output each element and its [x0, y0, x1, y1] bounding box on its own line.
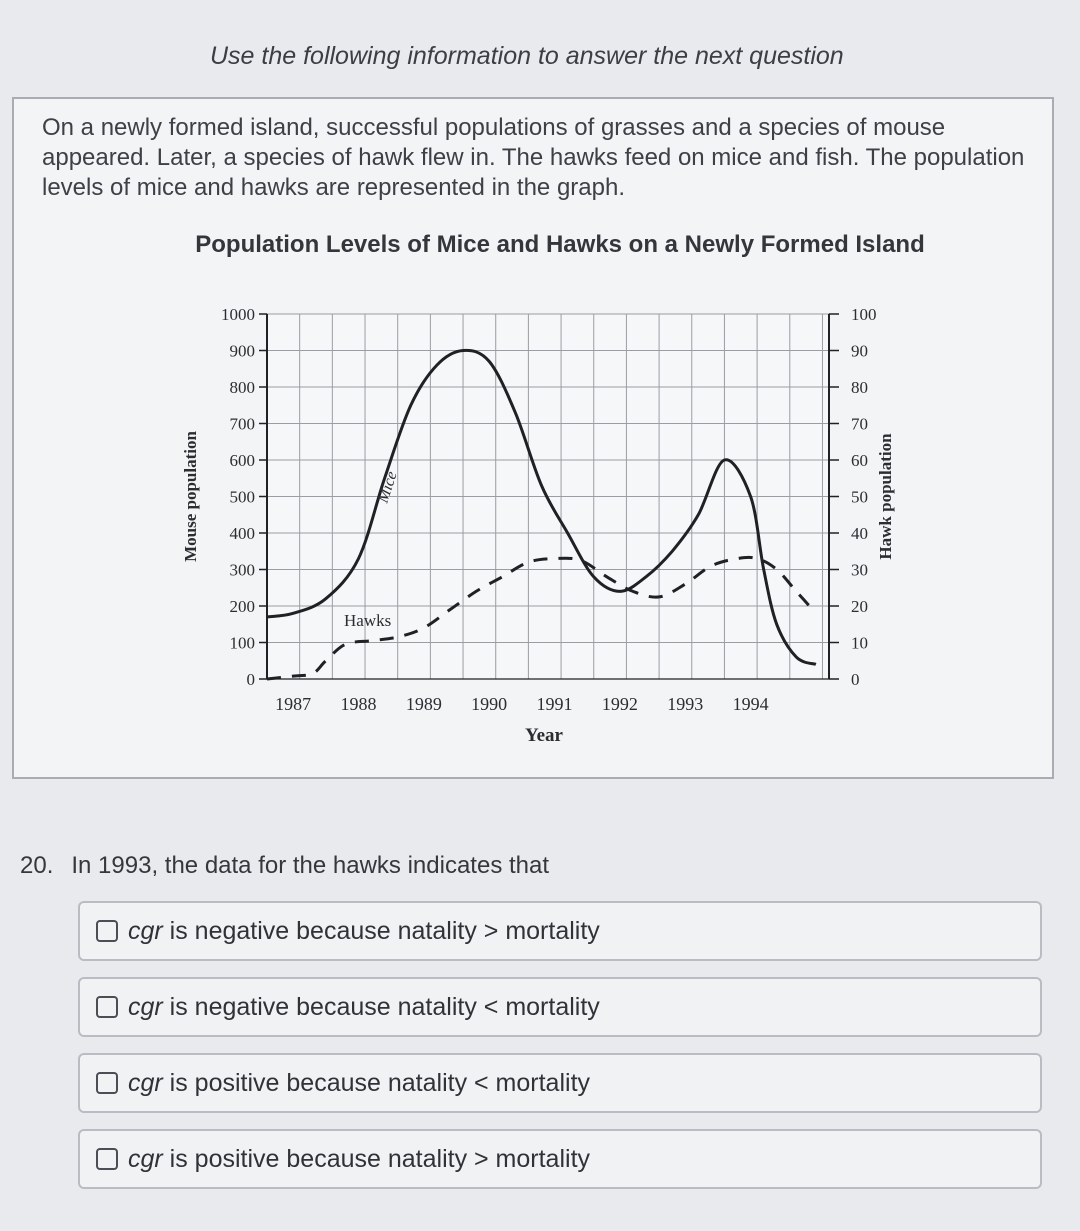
left-tick-label: 600: [229, 451, 255, 470]
left-tick-label: 200: [229, 597, 255, 616]
right-tick-label: 50: [851, 487, 868, 507]
option-label: cgr is negative because natality > mortality: [128, 916, 600, 945]
instruction-text: Use the following information to answer the next question: [210, 42, 844, 70]
question-text: In 1993, the data for the hawks indicates that: [71, 852, 550, 879]
right-tick-label: 90: [851, 341, 868, 361]
right-tick-label: 20: [851, 597, 868, 616]
radio-button[interactable]: [96, 1148, 118, 1170]
info-paragraph: On a newly formed island, successful populations of grasses and a species of mouse appeared. Later, a species of hawk flew in. The hawks feed on mice and fish. The population levels of mice and hawks are represented in the graph.: [42, 114, 1025, 201]
left-tick-label: 700: [229, 414, 255, 434]
left-tick-label: 400: [229, 524, 255, 543]
x-tick-label: 1991: [536, 694, 573, 714]
option-label: cgr is negative because natality < mortality: [128, 992, 600, 1021]
radio-button[interactable]: [96, 996, 118, 1018]
question-number: 20.: [20, 852, 54, 879]
radio-button[interactable]: [96, 1072, 118, 1094]
left-tick-label: 900: [229, 341, 255, 361]
right-axis-label: Hawk population: [876, 433, 895, 560]
mice-series-label: Mice: [374, 469, 401, 506]
option-label: cgr is positive because natality < mortality: [128, 1068, 591, 1097]
x-axis-label: Year: [525, 725, 563, 746]
chart-title: Population Levels of Mice and Hawks on a Newly Formed Island: [195, 231, 925, 258]
x-tick-label: 1989: [405, 694, 442, 714]
right-tick-label: 30: [851, 560, 868, 580]
answer-option-1[interactable]: [78, 901, 1042, 961]
option-label: cgr is positive because natality > mortality: [128, 1144, 591, 1173]
question-prompt: [20, 852, 549, 880]
right-tick-label: 70: [851, 414, 868, 434]
right-tick-label: 80: [851, 378, 868, 397]
answer-option-2[interactable]: [78, 977, 1042, 1037]
left-tick-label: 100: [229, 633, 255, 653]
right-tick-label: 60: [851, 451, 868, 470]
left-tick-label: 0: [246, 670, 255, 689]
x-tick-label: 1992: [601, 694, 638, 714]
left-axis-label: Mouse population: [181, 431, 200, 562]
right-tick-label: 40: [851, 524, 868, 543]
population-chart: [14, 99, 1052, 777]
x-tick-label: 1988: [340, 694, 377, 714]
answer-option-4[interactable]: [78, 1129, 1042, 1189]
right-tick-label: 0: [851, 670, 860, 689]
left-tick-label: 1000: [221, 305, 255, 324]
left-tick-label: 300: [229, 560, 255, 580]
radio-button[interactable]: [96, 920, 118, 942]
information-box: [12, 97, 1054, 779]
answer-option-3[interactable]: [78, 1053, 1042, 1113]
hawks-series-label: Hawks: [344, 611, 392, 631]
right-tick-label: 100: [851, 305, 877, 324]
x-tick-label: 1990: [471, 694, 508, 714]
right-tick-label: 10: [851, 633, 868, 653]
x-tick-label: 1987: [275, 694, 312, 714]
x-tick-label: 1993: [667, 694, 704, 714]
left-tick-label: 800: [229, 378, 255, 397]
x-tick-label: 1994: [732, 694, 769, 714]
left-tick-label: 500: [229, 487, 255, 507]
